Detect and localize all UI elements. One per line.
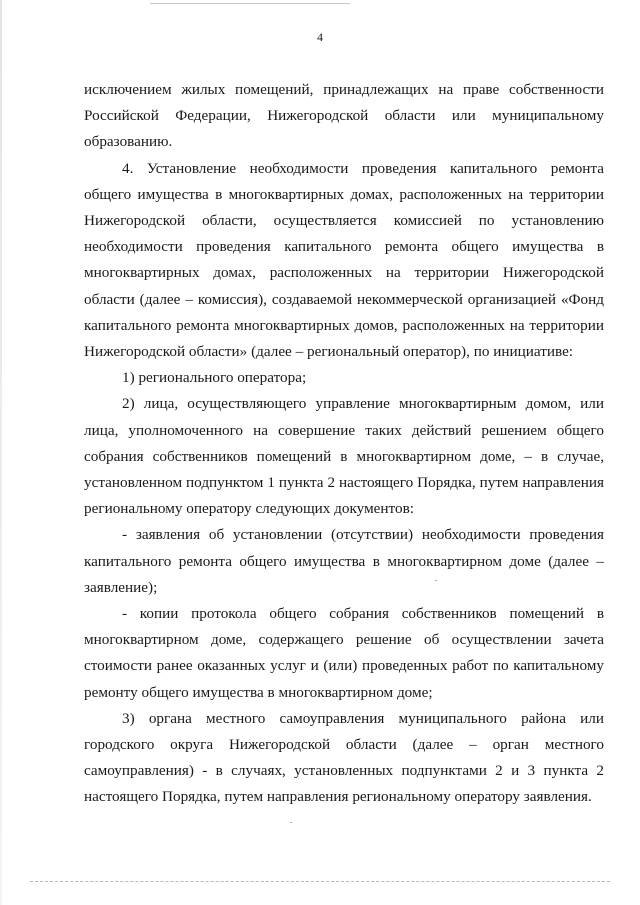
paragraph-dash-protocol-copy: - копии протокола общего собрания собственников помещений в многоквартирном доме, содержащего решение об осуществлении зачета стоимости ранее оказанных услуг и (или) проведенных работ по капитальному ремонту общего имущества в многоквартирном доме; [84,605,604,701]
paragraph-subitem-1: 1) регионального оператора; [122,369,307,387]
scan-speck [435,580,437,581]
scan-speck [290,822,292,823]
paragraph-subitem-3: 3) органа местного самоуправления муниципального района или городского округа Нижегородской области (далее – орган местного самоуправления) - в случаях, установленных подпунктами 2 и 3 пункта 2 настоящего Порядка, путем направления региональному оператору заявления. [84,709,604,806]
scan-top-edge [150,3,350,4]
document-body [84,77,604,811]
paragraph-dash-application: - заявления об установлении (отсутствии) необходимости проведения капитального ремонта общего имущества в многоквартирном доме (далее – заявление); [84,526,604,596]
page-number: 4 [317,30,323,44]
paragraph-subitem-2: 2) лица, осуществляющего управление многоквартирным домом, или лица, уполномоченного на совершение таких действий решением общего собрания собственников помещений в многоквартирном доме, – в случае, установленном подпунктом 1 пункта 2 настоящего Порядка, путем направления региональному оператору следующих документов: [84,395,604,518]
scan-bottom-edge [30,881,610,883]
scan-left-edge [0,0,2,905]
paragraph-continuation: исключением жилых помещений, принадлежащих на праве собственности Российской Федерации, Нижегородской области или муниципальному образованию. [84,81,604,151]
paragraph-item-4: 4. Установление необходимости проведения капитального ремонта общего имущества в многоквартирных домах, расположенных на территории Нижегородской области, осуществляется комиссией по установлению необходимости проведения капитального ремонта общего имущества в многоквартирных домах, расположенных на территории Нижегородской области (далее – комиссия), создаваемой некоммерческой организацией «Фонд капитального ремонта многоквартирных домов, расположенных на территории Нижегородской области» (далее – региональный оператор), по инициативе: [84,159,604,361]
